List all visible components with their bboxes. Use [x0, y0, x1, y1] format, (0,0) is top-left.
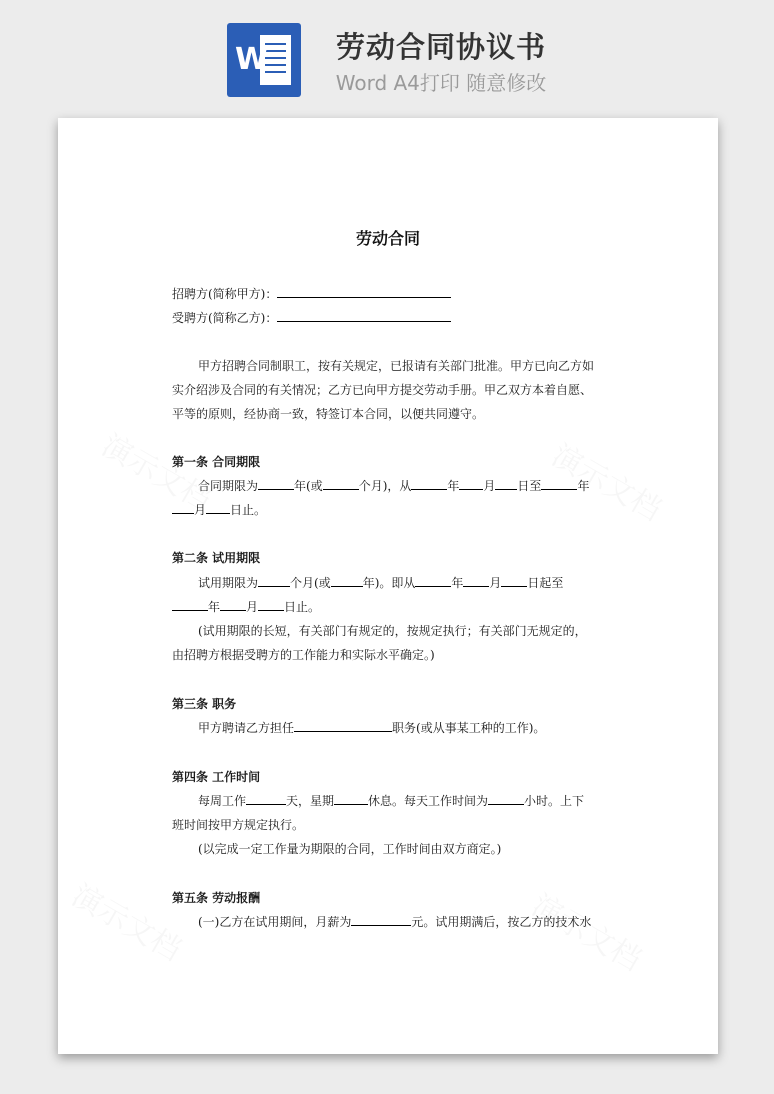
- header-banner: [0, 0, 774, 118]
- document-page: [58, 118, 718, 1054]
- article-1-line: 合同期限为 年(或 个月)，从 年 月 日至 年: [198, 476, 589, 496]
- banner-title: 劳动合同协议书: [335, 30, 546, 64]
- article-4-note: (以完成一定工作量为期限的合同，工作时间由双方商定。): [198, 842, 502, 856]
- article-2-line: 试用期限为 个月(或 年)。即从 年 月 日起至: [198, 573, 563, 593]
- article-4-line: 每周工作 天，星期 休息。每天工作时间为 小时。上下: [198, 791, 584, 811]
- article-4-line: 班时间按甲方规定执行。: [172, 818, 305, 832]
- article-3-heading: 第三条 职务: [172, 697, 237, 711]
- article-2-line: 年 月 日止。: [172, 597, 320, 617]
- preamble-line: 实介绍涉及合同的有关情况；乙方已向甲方提交劳动手册。甲乙双方本着自愿、: [172, 383, 593, 397]
- article-2-note: (试用期限的长短，有关部门有规定的，按规定执行；有关部门无规定的，: [198, 624, 587, 638]
- article-4-heading: 第四条 工作时间: [172, 770, 261, 784]
- article-5-heading: 第五条 劳动报酬: [172, 891, 261, 905]
- preamble-line: 平等的原则，经协商一致，特签订本合同，以便共同遵守。: [172, 407, 485, 421]
- preamble-line: 甲方招聘合同制职工，按有关规定，已报请有关部门批准。甲方已向乙方如: [198, 359, 595, 373]
- watermark: [65, 871, 191, 969]
- article-2-heading: 第二条 试用期限: [172, 551, 261, 565]
- article-1-heading: 第一条 合同期限: [172, 455, 261, 469]
- article-5-line: (一)乙方在试用期间，月薪为 元。试用期满后，按乙方的技术水: [198, 912, 591, 932]
- word-logo-icon: W: [227, 23, 301, 97]
- article-2-note: 由招聘方根据受聘方的工作能力和实际水平确定。): [172, 648, 435, 662]
- article-3-line: 甲方聘请乙方担任 职务(或从事某工种的工作)。: [198, 718, 545, 738]
- party-b-line: 受聘方(简称乙方)：: [172, 308, 451, 328]
- document-title: 劳动合同: [355, 229, 420, 248]
- party-a-line: 招聘方(简称甲方)：: [172, 284, 451, 304]
- banner-subtitle: Word A4打印 随意修改: [335, 71, 547, 95]
- article-1-line: 月 日止。: [172, 500, 266, 520]
